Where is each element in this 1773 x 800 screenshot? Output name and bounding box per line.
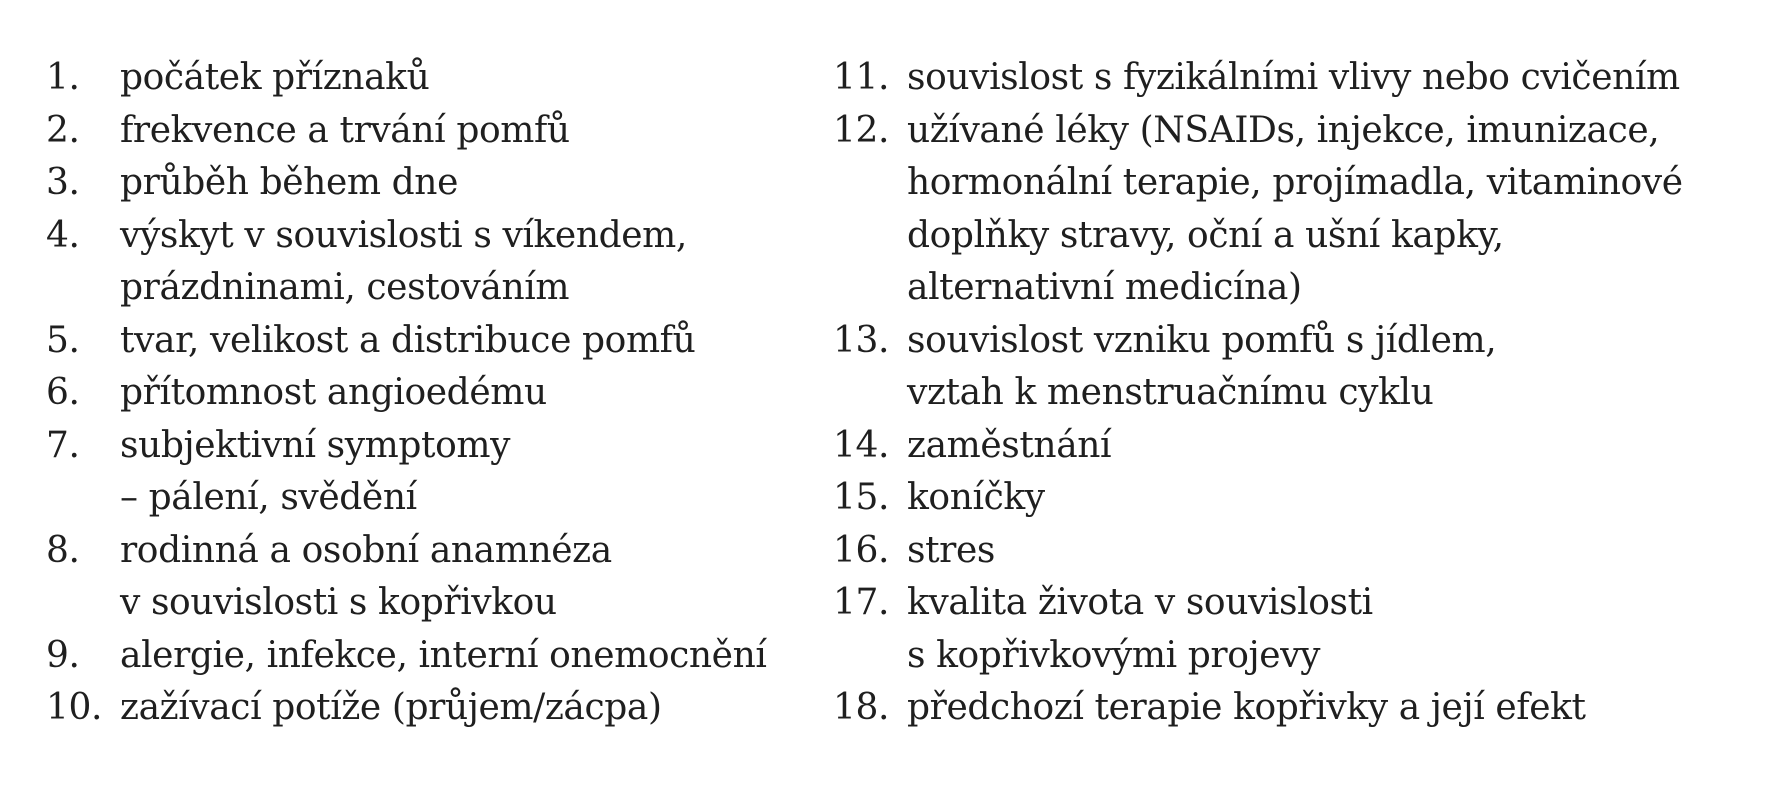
item-text: počátek příznaků: [120, 57, 430, 98]
item-number: 3.: [46, 162, 80, 203]
list-column-left: [46, 52, 786, 735]
item-text: zaměstnání: [907, 424, 1112, 466]
list-item: [46, 210, 786, 315]
item-number: 10.: [46, 687, 103, 728]
item-number: 18.: [833, 687, 890, 728]
item-text: průběh během dne: [120, 162, 458, 203]
item-number: 12.: [833, 109, 890, 151]
list-column-right: [833, 52, 1733, 735]
list-item: [46, 315, 786, 368]
item-number: 17.: [833, 582, 890, 623]
item-text: stres: [907, 529, 995, 571]
list-item: [46, 367, 786, 420]
item-text: přítomnost angioedému: [120, 372, 547, 413]
item-text: zažívací potíže (průjem/zácpa): [120, 687, 662, 728]
list-item: [833, 472, 1733, 525]
item-text: alergie, infekce, interní onemocnění: [120, 634, 767, 676]
list-item: [46, 157, 786, 210]
list-item: [833, 682, 1733, 735]
item-text: souvislost vzniku pomfů s jídlem, vztah k menstruačnímu cyklu: [907, 319, 1497, 413]
item-number: 5.: [46, 319, 80, 361]
item-number: 11.: [833, 57, 890, 98]
item-number: 4.: [46, 214, 80, 256]
item-text: tvar, velikost a distribuce pomfů: [120, 319, 696, 361]
item-number: 1.: [46, 57, 80, 98]
list-item: [833, 315, 1733, 420]
item-number: 13.: [833, 319, 890, 361]
item-text: souvislost s fyzikálními vlivy nebo cvičením: [907, 57, 1680, 98]
item-text: rodinná a osobní anamnéza v souvislosti s kopřivkou: [120, 529, 612, 623]
item-number: 6.: [46, 372, 80, 413]
item-text: koníčky: [907, 477, 1045, 518]
item-number: 9.: [46, 634, 80, 676]
item-text: kvalita života v souvislosti s kopřivkovými projevy: [907, 582, 1373, 676]
item-number: 15.: [833, 477, 890, 518]
item-text: užívané léky (NSAIDs, injekce, imunizace, hormonální terapie, projímadla, vitaminové doplňky stravy, oční a ušní kapky, alternativní medicína): [907, 109, 1683, 308]
list-item: [833, 577, 1733, 682]
list-item: [46, 525, 786, 630]
list-item: [833, 105, 1733, 315]
list-item: [46, 630, 786, 683]
item-number: 16.: [833, 529, 890, 571]
item-text: předchozí terapie kopřivky a její efekt: [907, 687, 1586, 728]
item-text: subjektivní symptomy – pálení, svědění: [120, 424, 511, 518]
list-item: [833, 420, 1733, 473]
list-item: [833, 525, 1733, 578]
list-item: [46, 420, 786, 525]
list-item: [833, 52, 1733, 105]
item-number: 2.: [46, 109, 80, 151]
item-number: 7.: [46, 424, 80, 466]
item-number: 8.: [46, 529, 80, 571]
list-item: [46, 682, 786, 735]
list-item: [46, 52, 786, 105]
item-text: výskyt v souvislosti s víkendem, prázdninami, cestováním: [120, 214, 687, 308]
list-item: [46, 105, 786, 158]
item-number: 14.: [833, 424, 890, 466]
item-text: frekvence a trvání pomfů: [120, 109, 570, 151]
